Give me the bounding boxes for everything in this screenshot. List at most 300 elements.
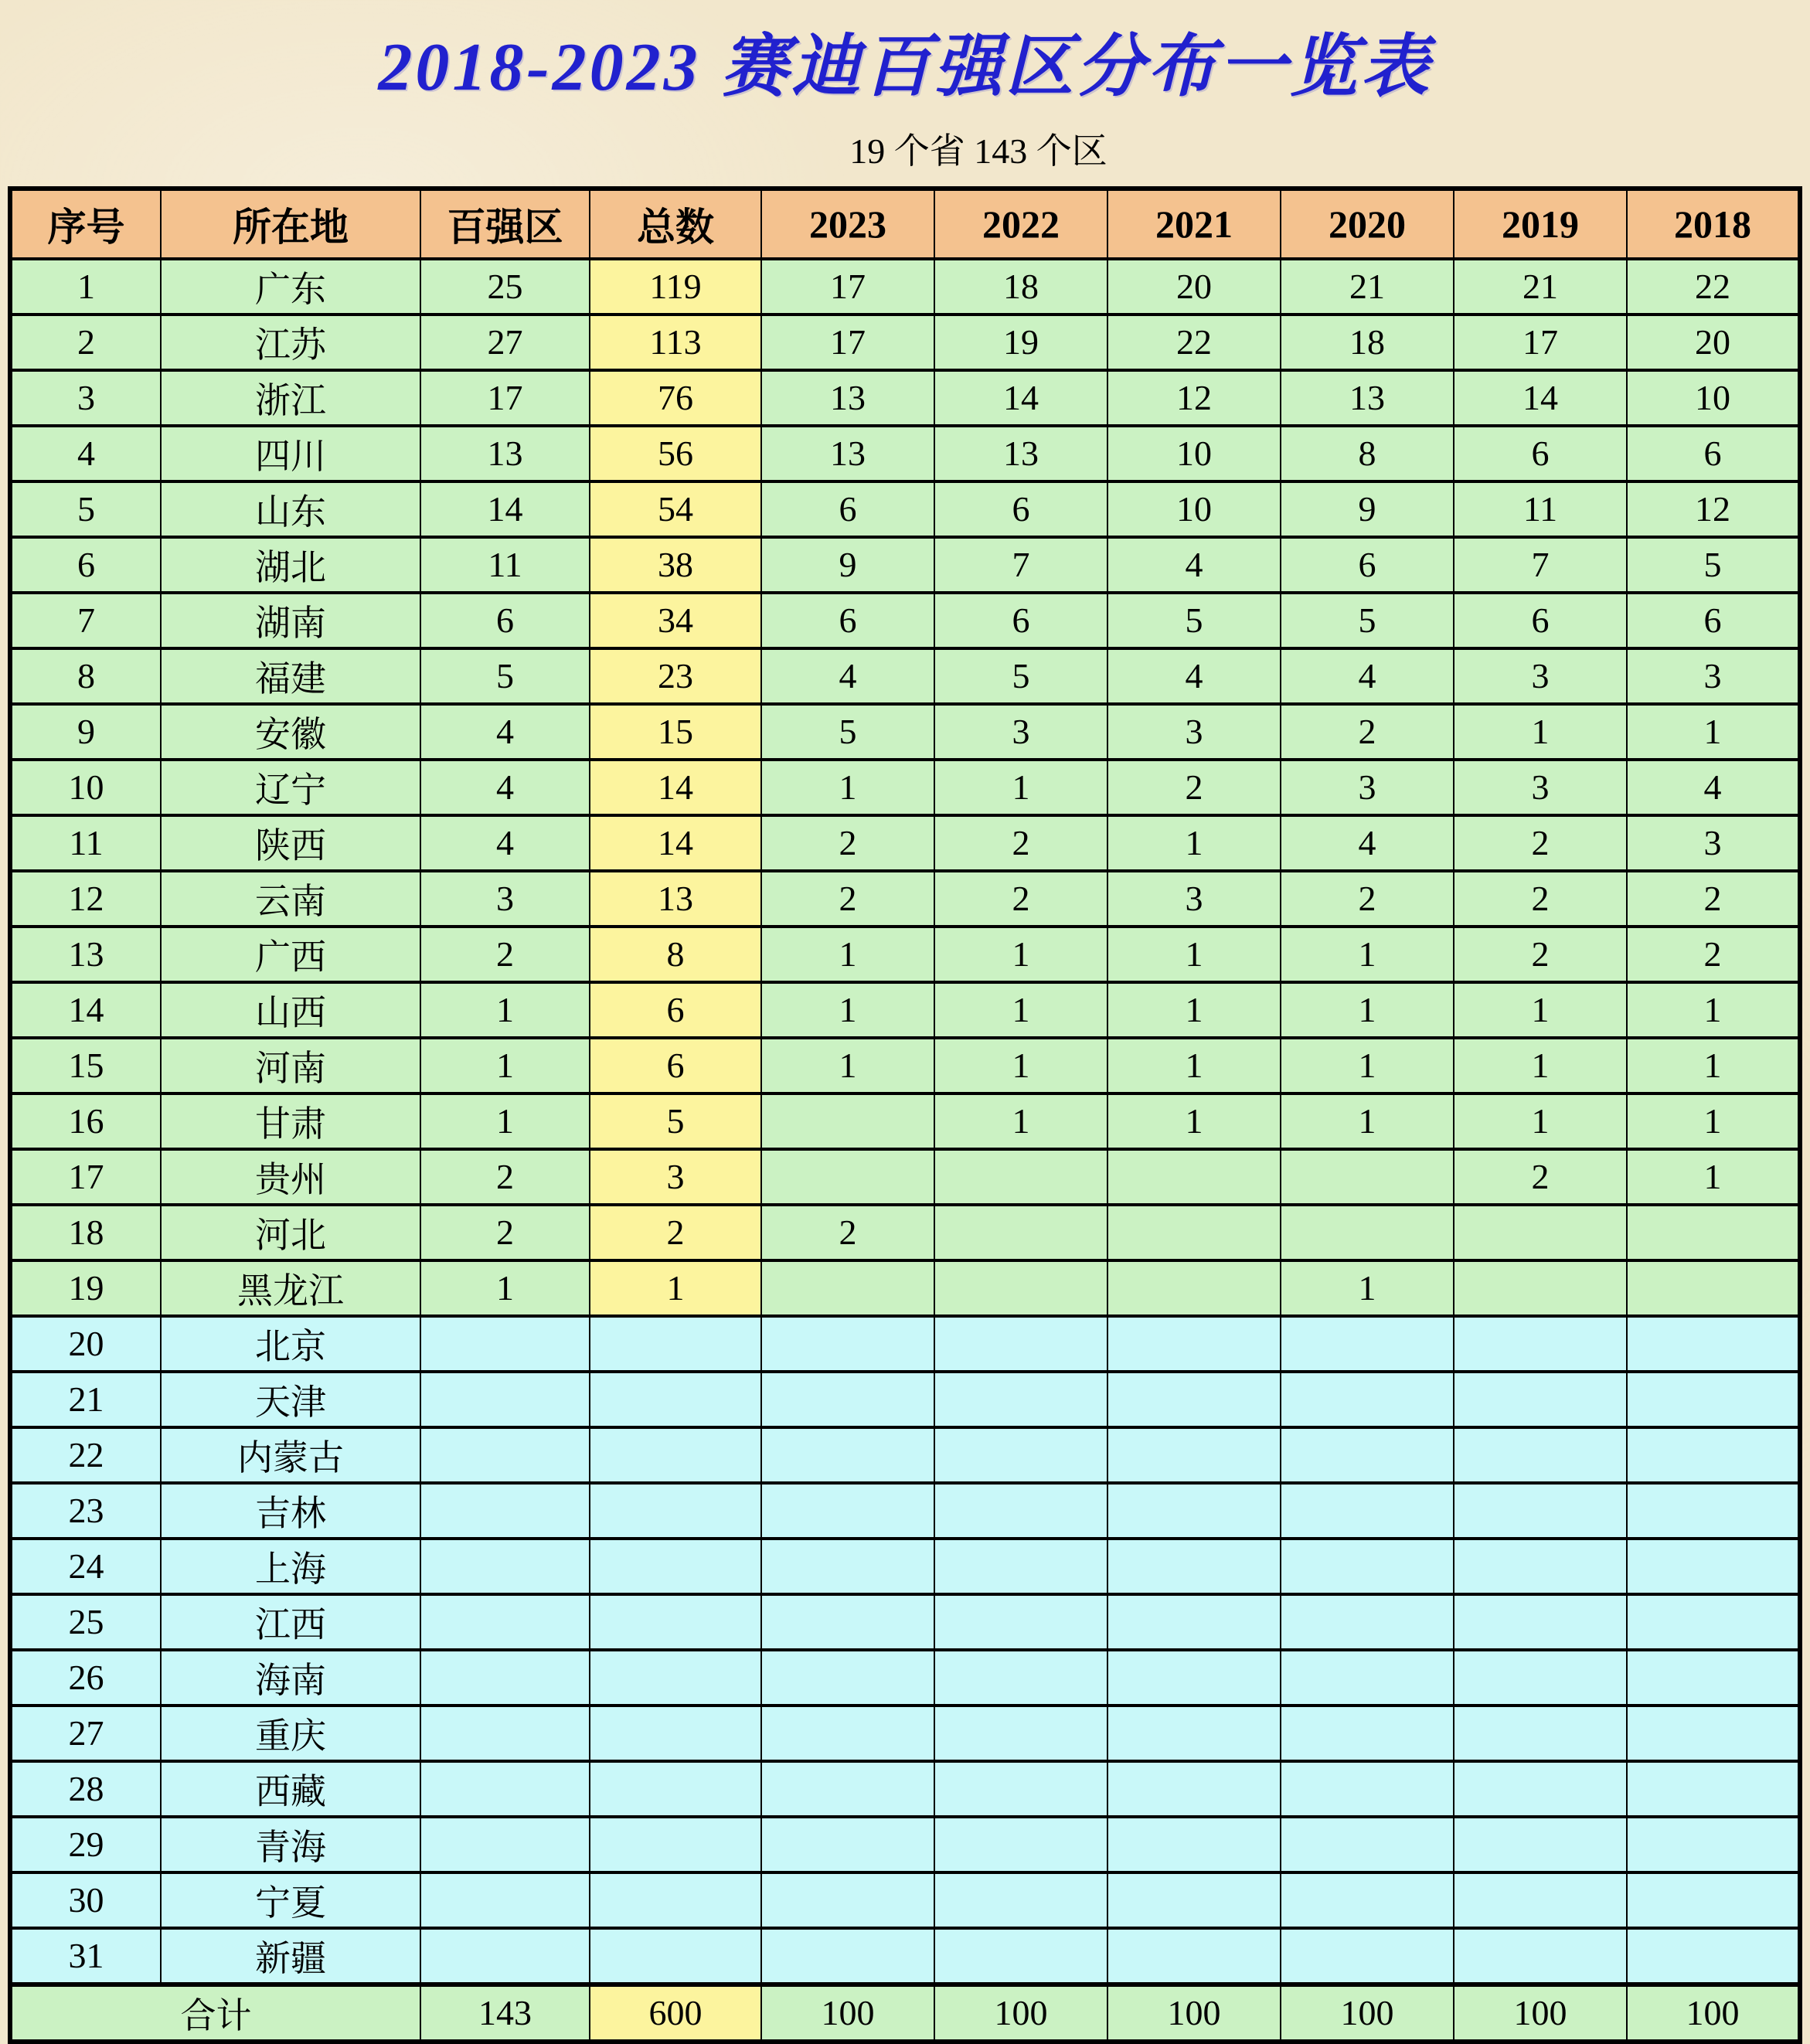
cell-2022 [934,1539,1107,1594]
cell-2022 [934,1706,1107,1761]
cell-2018: 4 [1627,760,1800,815]
table-row [10,760,1800,815]
cell-top100: 3 [420,871,590,927]
cell-2021 [1107,1316,1281,1372]
cell-total [590,1650,761,1706]
cell-seq: 29 [10,1817,161,1872]
cell-2021 [1107,1928,1281,1984]
cell-top100: 5 [420,648,590,704]
table-row [10,1427,1800,1483]
cell-province: 安徽 [161,704,420,760]
cell-2018: 10 [1627,370,1800,426]
table-row [10,1650,1800,1706]
cell-2019: 2 [1454,927,1627,982]
cell-province: 福建 [161,648,420,704]
cell-2020: 2 [1281,704,1454,760]
cell-total [590,1539,761,1594]
cell-province: 湖北 [161,537,420,593]
cell-province: 新疆 [161,1928,420,1984]
cell-2023: 13 [761,426,934,481]
cell-2018 [1627,1260,1800,1316]
cell-top100 [420,1427,590,1483]
cell-2021: 10 [1107,481,1281,537]
cell-2019: 3 [1454,760,1627,815]
cell-province: 浙江 [161,370,420,426]
cell-province: 青海 [161,1817,420,1872]
cell-2022 [934,1316,1107,1372]
cell-seq: 6 [10,537,161,593]
table-row [10,1038,1800,1093]
cell-2018 [1627,1817,1800,1872]
cell-2021 [1107,1483,1281,1539]
cell-seq: 10 [10,760,161,815]
cell-2023 [761,1706,934,1761]
cell-2022 [934,1650,1107,1706]
cell-seq: 5 [10,481,161,537]
table-row [10,1372,1800,1427]
col-header-y2020: 2020 [1281,189,1454,259]
cell-province: 海南 [161,1650,420,1706]
cell-province: 重庆 [161,1706,420,1761]
cell-2021: 4 [1107,648,1281,704]
cell-2019 [1454,1872,1627,1928]
cell-2022: 19 [934,315,1107,370]
cell-total: 113 [590,315,761,370]
cell-seq: 4 [10,426,161,481]
cell-seq: 2 [10,315,161,370]
cell-2021: 1 [1107,1038,1281,1093]
cell-total: 56 [590,426,761,481]
cell-top100: 27 [420,315,590,370]
cell-2019: 3 [1454,648,1627,704]
cell-2019 [1454,1539,1627,1594]
cell-total: 54 [590,481,761,537]
cell-2020 [1281,1594,1454,1650]
cell-top100: 6 [420,593,590,648]
cell-2023 [761,1872,934,1928]
cell-2023: 9 [761,537,934,593]
cell-total [590,1872,761,1928]
cell-2022 [934,1872,1107,1928]
cell-top100 [420,1872,590,1928]
cell-seq: 17 [10,1149,161,1205]
cell-province: 陕西 [161,815,420,871]
cell-total: 5 [590,1093,761,1149]
cell-2018 [1627,1928,1800,1984]
cell-province: 四川 [161,426,420,481]
cell-2020 [1281,1483,1454,1539]
cell-total: 8 [590,927,761,982]
table-header [10,189,1800,259]
cell-total: 38 [590,537,761,593]
cell-2019 [1454,1594,1627,1650]
cell-2020: 1 [1281,1038,1454,1093]
cell-province: 吉林 [161,1483,420,1539]
cell-2018: 20 [1627,315,1800,370]
cell-seq: 8 [10,648,161,704]
cell-top100: 2 [420,927,590,982]
cell-2020 [1281,1149,1454,1205]
footer-2020: 100 [1281,1984,1454,2042]
cell-2018: 12 [1627,481,1800,537]
footer-2018: 100 [1627,1984,1800,2042]
cell-2023: 1 [761,1038,934,1093]
cell-total: 34 [590,593,761,648]
cell-seq: 15 [10,1038,161,1093]
cell-total [590,1928,761,1984]
cell-seq: 26 [10,1650,161,1706]
cell-2023: 2 [761,871,934,927]
table-row [10,1872,1800,1928]
cell-2020: 1 [1281,927,1454,982]
cell-2018 [1627,1594,1800,1650]
cell-2021: 3 [1107,704,1281,760]
cell-2020: 3 [1281,760,1454,815]
table-row [10,593,1800,648]
cell-2022: 1 [934,982,1107,1038]
cell-seq: 12 [10,871,161,927]
cell-top100 [420,1817,590,1872]
cell-2020 [1281,1316,1454,1372]
table-row [10,1594,1800,1650]
cell-province: 甘肃 [161,1093,420,1149]
cell-2022: 1 [934,1038,1107,1093]
cell-total: 14 [590,815,761,871]
cell-2020: 1 [1281,982,1454,1038]
cell-province: 湖南 [161,593,420,648]
cell-province: 山东 [161,481,420,537]
cell-seq: 18 [10,1205,161,1260]
page-title: 2018-2023 赛迪百强区分布一览表 [378,30,1432,105]
cell-2018: 3 [1627,648,1800,704]
cell-2020: 18 [1281,315,1454,370]
cell-province: 河南 [161,1038,420,1093]
cell-2020: 21 [1281,259,1454,315]
col-header-province: 所在地 [161,189,420,259]
cell-total [590,1706,761,1761]
cell-2019: 2 [1454,1149,1627,1205]
cell-2021 [1107,1872,1281,1928]
cell-seq: 1 [10,259,161,315]
col-header-y2019: 2019 [1454,189,1627,259]
cell-top100 [420,1316,590,1372]
cell-total [590,1372,761,1427]
cell-province: 西藏 [161,1761,420,1817]
cell-seq: 9 [10,704,161,760]
cell-2023 [761,1316,934,1372]
cell-2022: 18 [934,259,1107,315]
cell-2018: 6 [1627,426,1800,481]
cell-total [590,1817,761,1872]
cell-2019: 6 [1454,593,1627,648]
cell-2023 [761,1650,934,1706]
cell-2023: 4 [761,648,934,704]
col-header-y2018: 2018 [1627,189,1800,259]
cell-2022 [934,1149,1107,1205]
cell-2023 [761,1427,934,1483]
cell-2018 [1627,1427,1800,1483]
cell-2018: 2 [1627,927,1800,982]
cell-2018: 6 [1627,593,1800,648]
cell-2019: 1 [1454,982,1627,1038]
cell-2022: 2 [934,871,1107,927]
cell-2020 [1281,1872,1454,1928]
cell-2018: 1 [1627,1149,1800,1205]
cell-total: 14 [590,760,761,815]
cell-2023 [761,1149,934,1205]
cell-2023 [761,1372,934,1427]
cell-province: 天津 [161,1372,420,1427]
cell-seq: 7 [10,593,161,648]
cell-2018 [1627,1872,1800,1928]
cell-2021: 22 [1107,315,1281,370]
footer-label: 合计 [10,1984,420,2042]
cell-2022: 1 [934,760,1107,815]
cell-2018 [1627,1372,1800,1427]
cell-2020: 6 [1281,537,1454,593]
cell-2020: 5 [1281,593,1454,648]
cell-2021 [1107,1539,1281,1594]
cell-seq: 3 [10,370,161,426]
cell-top100: 17 [420,370,590,426]
table-row [10,648,1800,704]
cell-2023 [761,1539,934,1594]
table-row [10,871,1800,927]
cell-2018 [1627,1483,1800,1539]
cell-seq: 20 [10,1316,161,1372]
table-body [10,259,1800,1984]
cell-seq: 31 [10,1928,161,1984]
cell-2021 [1107,1149,1281,1205]
cell-seq: 28 [10,1761,161,1817]
cell-seq: 21 [10,1372,161,1427]
cell-2019: 7 [1454,537,1627,593]
cell-seq: 11 [10,815,161,871]
cell-2019 [1454,1761,1627,1817]
cell-2023 [761,1260,934,1316]
cell-2020 [1281,1205,1454,1260]
cell-total: 23 [590,648,761,704]
cell-2019: 1 [1454,1038,1627,1093]
footer-2021: 100 [1107,1984,1281,2042]
cell-2022: 7 [934,537,1107,593]
cell-2018: 22 [1627,259,1800,315]
cell-2022 [934,1594,1107,1650]
cell-2022: 5 [934,648,1107,704]
table-row [10,426,1800,481]
cell-2020 [1281,1650,1454,1706]
cell-seq: 19 [10,1260,161,1316]
cell-top100: 25 [420,259,590,315]
table-row [10,1260,1800,1316]
cell-2021: 2 [1107,760,1281,815]
cell-2021: 1 [1107,815,1281,871]
table-row [10,537,1800,593]
footer-total: 600 [590,1984,761,2042]
cell-total: 13 [590,871,761,927]
cell-province: 内蒙古 [161,1427,420,1483]
cell-2019: 11 [1454,481,1627,537]
table-row [10,1817,1800,1872]
cell-2021: 1 [1107,982,1281,1038]
cell-2019: 14 [1454,370,1627,426]
cell-seq: 24 [10,1539,161,1594]
cell-province: 山西 [161,982,420,1038]
table-row [10,315,1800,370]
cell-2019 [1454,1372,1627,1427]
cell-2018: 1 [1627,1093,1800,1149]
cell-2020: 1 [1281,1093,1454,1149]
cell-seq: 23 [10,1483,161,1539]
cell-2021 [1107,1761,1281,1817]
cell-2020 [1281,1928,1454,1984]
cell-2023 [761,1761,934,1817]
cell-province: 北京 [161,1316,420,1372]
cell-top100: 2 [420,1205,590,1260]
cell-2021 [1107,1594,1281,1650]
cell-total [590,1594,761,1650]
cell-2021 [1107,1817,1281,1872]
cell-total: 119 [590,259,761,315]
cell-2021 [1107,1205,1281,1260]
cell-top100 [420,1650,590,1706]
cell-2023: 2 [761,815,934,871]
cell-province: 广西 [161,927,420,982]
table-row [10,1483,1800,1539]
cell-top100: 4 [420,815,590,871]
col-header-seq: 序号 [10,189,161,259]
cell-2022: 6 [934,481,1107,537]
cell-2020 [1281,1706,1454,1761]
col-header-top100: 百强区 [420,189,590,259]
cell-2019 [1454,1316,1627,1372]
cell-province: 河北 [161,1205,420,1260]
cell-2019: 2 [1454,815,1627,871]
cell-2018: 1 [1627,1038,1800,1093]
cell-2021: 3 [1107,871,1281,927]
cell-2023: 13 [761,370,934,426]
table-row [10,927,1800,982]
cell-2023 [761,1594,934,1650]
cell-2023: 2 [761,1205,934,1260]
cell-2023: 1 [761,760,934,815]
cell-2021: 5 [1107,593,1281,648]
distribution-table [8,186,1802,2044]
cell-2019 [1454,1706,1627,1761]
cell-top100 [420,1761,590,1817]
subtitle: 19 个省 143 个区 [849,131,1107,171]
cell-top100: 2 [420,1149,590,1205]
cell-2019 [1454,1817,1627,1872]
cell-province: 云南 [161,871,420,927]
cell-2018 [1627,1706,1800,1761]
cell-top100: 14 [420,481,590,537]
cell-2021: 12 [1107,370,1281,426]
cell-province: 辽宁 [161,760,420,815]
cell-province: 贵州 [161,1149,420,1205]
col-header-y2021: 2021 [1107,189,1281,259]
cell-2020: 1 [1281,1260,1454,1316]
cell-seq: 22 [10,1427,161,1483]
cell-2023: 17 [761,259,934,315]
cell-top100 [420,1372,590,1427]
cell-2021 [1107,1706,1281,1761]
table-row [10,815,1800,871]
table-row [10,1316,1800,1372]
cell-top100: 4 [420,704,590,760]
cell-2022 [934,1761,1107,1817]
cell-2018: 1 [1627,704,1800,760]
cell-top100: 1 [420,1093,590,1149]
table-row [10,1093,1800,1149]
cell-total: 3 [590,1149,761,1205]
cell-2022 [934,1205,1107,1260]
cell-2020: 4 [1281,815,1454,871]
cell-2020: 2 [1281,871,1454,927]
cell-2019: 6 [1454,426,1627,481]
cell-seq: 30 [10,1872,161,1928]
cell-top100 [420,1539,590,1594]
cell-2021: 10 [1107,426,1281,481]
cell-2023: 1 [761,982,934,1038]
cell-province: 广东 [161,259,420,315]
table-row [10,1149,1800,1205]
cell-2022: 13 [934,426,1107,481]
cell-2021 [1107,1427,1281,1483]
col-header-total: 总数 [590,189,761,259]
cell-2018 [1627,1761,1800,1817]
cell-2020 [1281,1427,1454,1483]
cell-2022: 2 [934,815,1107,871]
cell-seq: 13 [10,927,161,982]
table-row [10,1205,1800,1260]
table-row [10,1761,1800,1817]
cell-2021: 1 [1107,1093,1281,1149]
cell-2019 [1454,1650,1627,1706]
cell-top100: 1 [420,982,590,1038]
header-row [10,189,1800,259]
cell-province: 江西 [161,1594,420,1650]
cell-2019: 17 [1454,315,1627,370]
cell-seq: 16 [10,1093,161,1149]
cell-top100: 11 [420,537,590,593]
cell-2018 [1627,1539,1800,1594]
cell-top100 [420,1594,590,1650]
cell-2020 [1281,1539,1454,1594]
cell-2018 [1627,1316,1800,1372]
cell-total: 6 [590,982,761,1038]
cell-2023: 5 [761,704,934,760]
cell-2022 [934,1817,1107,1872]
cell-2019: 2 [1454,871,1627,927]
footer-top100: 143 [420,1984,590,2042]
cell-2023: 1 [761,927,934,982]
table-row [10,481,1800,537]
footer-2022: 100 [934,1984,1107,2042]
cell-2020 [1281,1761,1454,1817]
cell-2019 [1454,1260,1627,1316]
cell-top100 [420,1928,590,1984]
cell-2020: 13 [1281,370,1454,426]
cell-2018: 3 [1627,815,1800,871]
footer-2019: 100 [1454,1984,1627,2042]
cell-2022 [934,1427,1107,1483]
cell-2018: 2 [1627,871,1800,927]
cell-2022: 6 [934,593,1107,648]
cell-2020: 4 [1281,648,1454,704]
table-row [10,704,1800,760]
cell-total: 6 [590,1038,761,1093]
